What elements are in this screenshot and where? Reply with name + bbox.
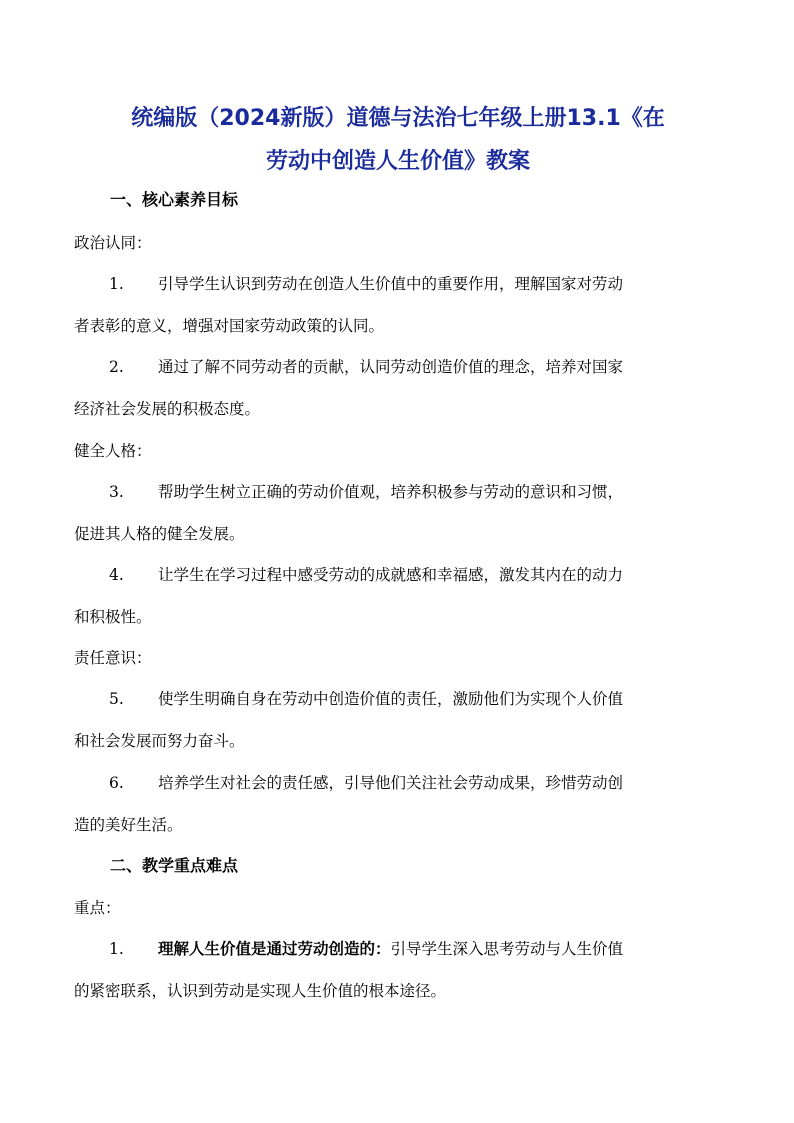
item-number: 5. [109, 690, 124, 708]
item-number: 1. [109, 940, 124, 958]
section1-heading: 一、核心素养目标 [110, 190, 239, 209]
item-text-line2: 经济社会发展的积极态度。 [74, 400, 261, 418]
item-text-line1: 引导学生认识到劳动在创造人生价值中的重要作用，理解国家对劳动 [158, 275, 624, 293]
item-text-line2: 造的美好生活。 [74, 816, 183, 834]
group-label-responsibility: 责任意识： [74, 649, 152, 667]
item-number: 6. [109, 774, 124, 792]
group-label-personality: 健全人格： [74, 442, 152, 460]
item-text-line1: 让学生在学习过程中感受劳动的成就感和幸福感，激发其内在的动力 [158, 566, 624, 584]
item-number: 3. [109, 483, 124, 501]
item-text-line2: 和社会发展而努力奋斗。 [74, 732, 245, 750]
item-text-line1: 使学生明确自身在劳动中创造价值的责任，激励他们为实现个人价值 [158, 690, 624, 708]
item-text-line2: 者表彰的意义，增强对国家劳动政策的认同。 [74, 317, 385, 335]
item-text-line2: 和积极性。 [74, 608, 152, 626]
item-text-line2: 促进其人格的健全发展。 [74, 525, 245, 543]
item-text-line1 [158, 938, 623, 960]
item-number: 1. [109, 275, 124, 293]
item-text-line2: 的紧密联系，认识到劳动是实现人生价值的根本途径。 [74, 982, 447, 1000]
item-bold-lead: 理解人生价值是通过劳动创造的： [158, 940, 391, 958]
section2-heading: 二、教学重点难点 [110, 856, 239, 875]
document-title-line2: 劳动中创造人生价值》教案 [265, 149, 530, 174]
group-label-political: 政治认同： [74, 234, 152, 252]
document-title-line1: 统编版（2024新版）道德与法治七年级上册13.1《在 [131, 106, 665, 131]
item-text-rest: 引导学生深入思考劳动与人生价值 [390, 940, 624, 958]
item-text-line1: 培养学生对社会的责任感，引导他们关注社会劳动成果，珍惜劳动创 [158, 774, 624, 792]
item-text-line1: 帮助学生树立正确的劳动价值观，培养积极参与劳动的意识和习惯， [158, 483, 624, 501]
key-points-label: 重点： [74, 899, 121, 917]
item-number: 2. [109, 358, 124, 376]
item-number: 4. [109, 566, 124, 584]
item-text-line1: 通过了解不同劳动者的贡献，认同劳动创造价值的理念，培养对国家 [158, 358, 624, 376]
